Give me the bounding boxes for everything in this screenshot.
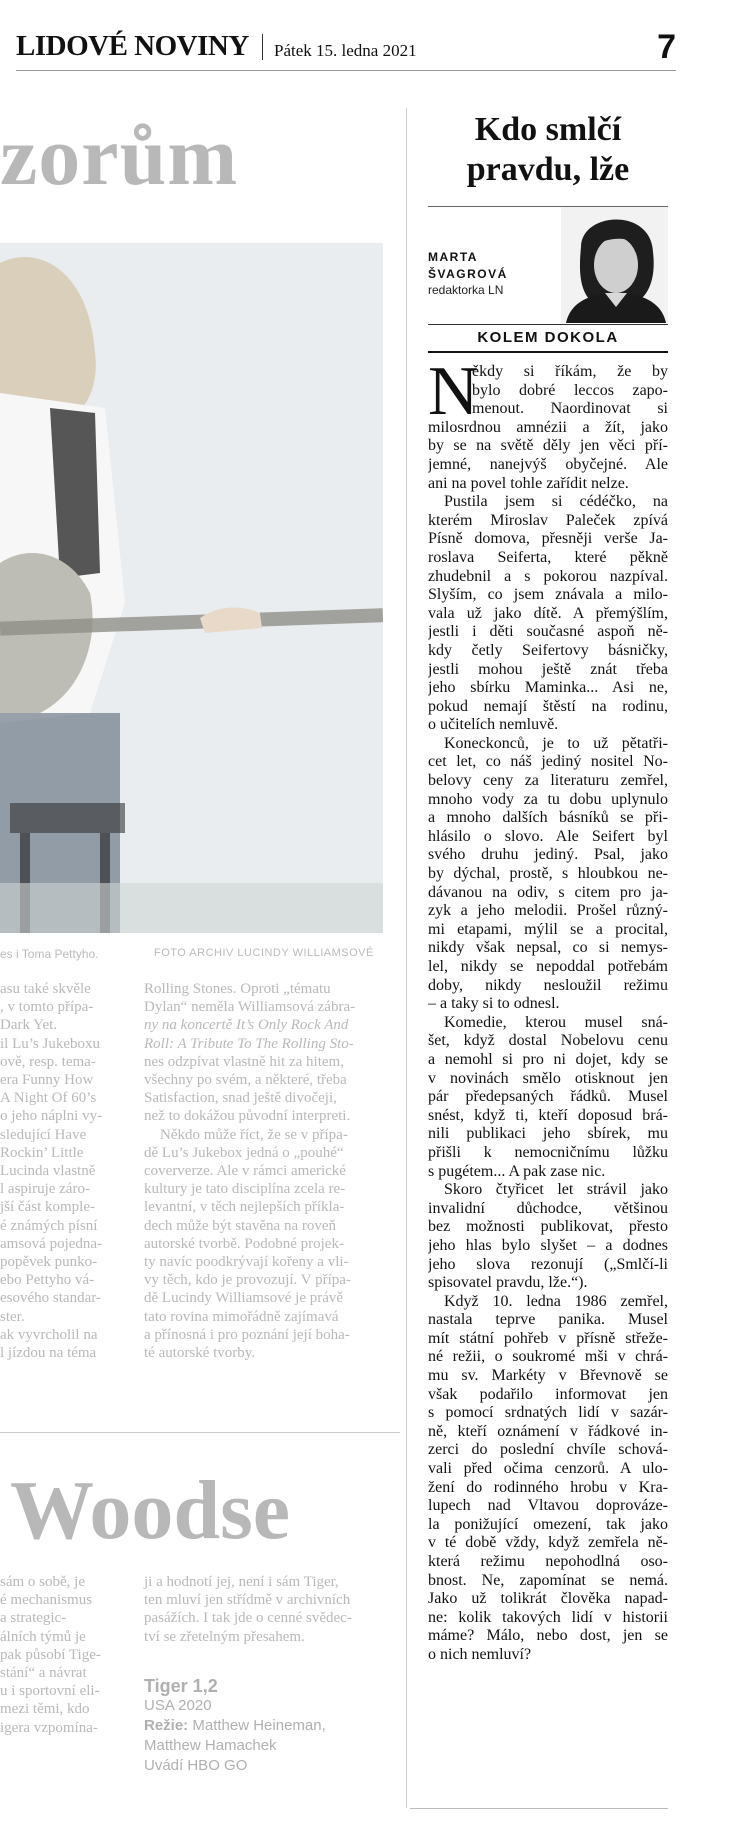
author-role: redaktorka LN xyxy=(428,283,504,297)
faded-line: sledující Have xyxy=(0,1126,87,1143)
article-line: s pomocí srdnatých lidí v sazár- xyxy=(428,1404,668,1422)
article-line: máme? Málo, nebo dost, jen se xyxy=(428,1627,668,1645)
article-line: Písně domova, přesněji verše Ja- xyxy=(428,530,668,548)
article-line: doby, nikdy nesloužil režimu xyxy=(428,976,668,994)
faded-line: il Lu’s Jukeboxu xyxy=(0,1035,100,1052)
author-name xyxy=(428,249,508,283)
article-line: jeho slova rezonují („Smlčí-li xyxy=(428,1255,668,1273)
article-line: v té době vždy, když zemřela ně- xyxy=(428,1534,668,1552)
article-line: menout. Naordinovat si xyxy=(472,400,668,418)
faded-line: než to dokážou původní interpreti. xyxy=(144,1108,351,1125)
article-lines xyxy=(428,419,668,1665)
faded-line: pasážích. I tak jde o cenné svědec- xyxy=(144,1610,352,1627)
faded-line: ster. xyxy=(0,1308,25,1325)
film-title: Tiger 1,2 xyxy=(144,1676,218,1696)
article-line: zhudebnil a s pokorou nazpíval. xyxy=(428,567,668,585)
article-line: mít státní pohřeb v přísně střeže- xyxy=(428,1329,668,1347)
article-line: snést, když ti, kteří doposud brá- xyxy=(428,1106,668,1124)
article-line: žení do rodinného hrobu v Kra- xyxy=(428,1478,668,1496)
masthead xyxy=(16,30,676,71)
faded-line: mezi těmi, kdo xyxy=(0,1701,90,1718)
faded-line: Roll: A Tribute To The Rolling Sto- xyxy=(144,1035,354,1052)
paper-name: LIDOVÉ NOVINY xyxy=(16,30,249,62)
faded-line: dě Lu’s Jukebox jedná o „pouhé“ xyxy=(144,1144,344,1161)
article-line: bnost. Ne, zapomínat se nemá. xyxy=(428,1571,668,1589)
article-line: kdy četly Seifertovy básničky, xyxy=(428,641,668,659)
article-line: o nich nemluví? xyxy=(428,1645,532,1663)
article-title xyxy=(428,110,668,190)
headline-top: zorům xyxy=(0,110,239,203)
faded-line: popěvek punko- xyxy=(0,1254,98,1271)
dropcap: N xyxy=(428,353,479,430)
faded-line: asu také skvěle xyxy=(0,981,91,997)
article-line: bez možnosti publikovat, přesto xyxy=(428,1218,668,1236)
author-box xyxy=(428,206,668,324)
article-line: ne: kolik takových lidí v historii xyxy=(428,1608,668,1626)
article-line: zerci do poslední chvíle schová- xyxy=(428,1441,668,1459)
article-photo xyxy=(0,243,383,933)
faded-line: era Funny How xyxy=(0,1072,94,1089)
faded-column-2 xyxy=(144,980,396,1362)
article-line: jestli mohou ještě znát třeba xyxy=(428,660,668,678)
faded-line: esového standar- xyxy=(0,1290,101,1307)
faded-line: Někdo může říct, že se v přípa- xyxy=(160,1126,348,1143)
photo-caption: es i Toma Pettyho. xyxy=(0,947,99,961)
film-origin: USA 2020 xyxy=(144,1697,212,1714)
guitarist-photo-icon xyxy=(0,243,383,933)
faded-line: té autorské tvorby. xyxy=(144,1345,256,1362)
faded-line: Rolling Stones. Oproti „tématu xyxy=(144,981,331,997)
column-label: KOLEM DOKOLA xyxy=(428,324,668,353)
article-line: lel, nikdy se nepoddal potřebám xyxy=(428,958,668,975)
faded-column-3 xyxy=(0,1573,122,1737)
faded-line: , v tomto přípa- xyxy=(0,999,94,1016)
faded-line: l aspiruje záro- xyxy=(0,1181,90,1198)
faded-line: ten mluví jen střídmě v archivních xyxy=(144,1592,351,1609)
faded-line: a přínosná i pro poznání její boha- xyxy=(144,1326,350,1343)
faded-line: levantní, v těch nejlepších příkla- xyxy=(144,1199,345,1216)
faded-line: dě Lucindy Williamsové je právě xyxy=(144,1290,344,1307)
author-first-name: MARTA xyxy=(428,250,478,264)
article-line: v novinách smělo otisknout jen xyxy=(428,1069,668,1087)
director-label: Režie: xyxy=(144,1717,189,1734)
article-line: Jako už tolikrát člověka napad- xyxy=(428,1590,668,1608)
article-line: a mnoho dalších básníků se při- xyxy=(428,809,668,827)
author-portrait-icon xyxy=(561,207,668,323)
article-line: ani na povel tohle zařídit nelze. xyxy=(428,474,629,492)
article-line: ěkdy si říkám, že by xyxy=(472,363,668,380)
article-line: s pugétem... A pak zase nic. xyxy=(428,1162,606,1180)
article-line: né režii, o soukromé mši v chrá- xyxy=(428,1348,668,1366)
article-line: a nemohl si pro ni dojet, kdy se xyxy=(428,1050,668,1068)
faded-line: ebo Pettyho vá- xyxy=(0,1272,95,1289)
article-line: milosrdnou amnézii a žít, jako xyxy=(428,418,668,436)
faded-line: pak působí Tige- xyxy=(0,1646,101,1663)
article-line: která režimu nepohodlná oso- xyxy=(428,1553,668,1570)
faded-line: Satisfaction, snad ještě divočeji, xyxy=(144,1090,337,1107)
article-line: dávanou na odiv, s citem pro ja- xyxy=(428,883,668,901)
article-line: mi etapami, mýlil se a procital, xyxy=(428,920,668,938)
film-distributor: Uvádí HBO GO xyxy=(144,1757,248,1774)
article-line: nili publikaci jeho sbírek, mu xyxy=(428,1125,668,1143)
article-line: invalidní důchodce, většinou xyxy=(428,1199,668,1217)
faded-line: l jízdou na téma xyxy=(0,1345,97,1362)
faded-line: nes odzpívat vlastně hit za hitem, xyxy=(144,1053,344,1070)
article-line: přišli k nemocničnímu lůžku xyxy=(428,1143,668,1161)
headline-bottom: Woodse xyxy=(10,1464,291,1557)
article-line: nikdy však nepsal, co si nemys- xyxy=(428,939,668,957)
article-line: by se na světě děly jen věci pří- xyxy=(428,437,668,455)
article-body xyxy=(428,353,668,1665)
film-director-2: Matthew Hamachek xyxy=(144,1737,277,1754)
issue-date: Pátek 15. ledna 2021 xyxy=(274,41,417,60)
article-line: jeho hlas bylo slyšet – a dodnes xyxy=(428,1236,668,1254)
article-line: však podařilo informovat jen xyxy=(428,1385,668,1403)
article-line: pokud nemají štěstí na rodinu, xyxy=(428,697,668,715)
faded-line: ny na koncertě It’s Only Rock And xyxy=(144,1017,349,1034)
article-line: vala už jako dítě. A přemýšlím, xyxy=(428,604,668,622)
faded-line: sám o sobě, je xyxy=(0,1574,85,1590)
faded-line: a strategic- xyxy=(0,1610,67,1627)
masthead-divider xyxy=(262,34,263,60)
author-last-name: ŠVAGROVÁ xyxy=(428,267,508,281)
article-line: – a taky si to odnesl. xyxy=(428,995,560,1013)
film-director xyxy=(144,1716,326,1736)
faded-line: vy těch, kdo je provozují. V přípa- xyxy=(144,1272,351,1289)
article-line: Koneckonců, je to už pětatři- xyxy=(444,734,668,752)
column-divider xyxy=(406,108,407,1808)
article-line: cet let, co náš jediný nositel No- xyxy=(428,753,668,771)
article-line: Komedie, kterou musel sná- xyxy=(444,1013,668,1031)
faded-line: tví se zřetelným přesahem. xyxy=(144,1628,305,1645)
page-number: 7 xyxy=(657,28,676,66)
article-line: zyk a jeho melodii. Prošel různý- xyxy=(428,902,668,920)
faded-line: jší část komple- xyxy=(0,1199,95,1216)
article-line: la ponižující omezení, tak jako xyxy=(428,1515,668,1533)
article-line: pár předepsaných řádků. Musel xyxy=(428,1088,668,1106)
author-portrait xyxy=(561,207,668,323)
article-line: Pustila jsem si cédéčko, na xyxy=(444,493,668,511)
faded-line: Rockin’ Little xyxy=(0,1144,84,1161)
photo-credit: FOTO ARCHIV LUCINDY WILLIAMSOVÉ xyxy=(154,947,374,959)
faded-line: é známých písní xyxy=(0,1217,98,1234)
faded-line: amsová pojedna- xyxy=(0,1235,103,1252)
faded-line: dech může být stavěna na roveň xyxy=(144,1217,337,1234)
faded-line: ty navíc poodkrývají kořeny a vli- xyxy=(144,1254,349,1271)
article-line: mu sv. Markéty v Břevnově se xyxy=(428,1367,668,1385)
article-line: spisovatel pravdu, lže.“). xyxy=(428,1274,588,1292)
bottom-rule xyxy=(410,1808,668,1809)
article-line: hlásilo o slovo. Ale Seifert byl xyxy=(428,827,668,845)
faded-column-1 xyxy=(0,980,122,1362)
film-credits xyxy=(144,1676,326,1776)
article-line: Skoro čtyřicet let strávil jako xyxy=(444,1181,668,1199)
article-line: Když 10. ledna 1986 zemřel, xyxy=(444,1292,668,1310)
article-line: jestli i děti současné aspoň ně- xyxy=(428,623,668,641)
faded-line: Dark Yet. xyxy=(0,1017,58,1034)
faded-line: álních týmů je xyxy=(0,1628,86,1645)
title-line: Kdo smlčí xyxy=(474,111,622,148)
faded-line: všechny po svém, a některé, třeba xyxy=(144,1072,347,1089)
article-line: kterém Miroslav Paleček zpívá xyxy=(428,511,668,529)
article-line: nastala teprve panika. Musel xyxy=(428,1311,668,1329)
article-line: o učitelích nemluvě. xyxy=(428,716,559,734)
section-divider xyxy=(0,1432,400,1433)
article-line: by dýchal, prostě, s hloubkou ne- xyxy=(428,865,668,883)
article-line: lupech nad Vltavou doprovázе- xyxy=(428,1497,668,1515)
article-line: šet, když dostal Nobelovu cenu xyxy=(428,1032,668,1050)
faded-line: stání“ a návrat xyxy=(0,1665,87,1682)
article-line: ně, kteří oznámení v řádkové in- xyxy=(428,1422,668,1440)
article-line: svého druhu jediný. Psal, jako xyxy=(428,846,668,864)
faded-line: ak vyvrcholil na xyxy=(0,1326,98,1343)
faded-column-4 xyxy=(144,1573,396,1646)
faded-line: autorské tvorbě. Podobné projek- xyxy=(144,1235,344,1252)
article-line: jemné, nanejvýš obyčejné. Ale xyxy=(428,455,668,473)
article-line: mnoho vody za tu dobu uplynulo xyxy=(428,790,668,808)
article-line: bylo dobré leccos zapo- xyxy=(472,381,668,399)
article-line: belovy ceny za literaturu zemřel, xyxy=(428,772,668,790)
article-line: Slyším, co jsem znávala a milo- xyxy=(428,586,668,604)
faded-line: ově, resp. tema- xyxy=(0,1053,96,1070)
faded-line: A Night Of 60’s xyxy=(0,1090,97,1107)
faded-line: Lucinda vlastně xyxy=(0,1163,96,1180)
director-name: Matthew Heineman, xyxy=(192,1717,326,1734)
article-line: roslava Seiferta, které pěkně xyxy=(428,548,668,566)
faded-line: Dylan“ neměla Williamsová zábra- xyxy=(144,999,356,1016)
faded-line: igera vzpomína- xyxy=(0,1719,98,1736)
title-line: pravdu, lže xyxy=(466,151,630,188)
faded-line: ji a hodnotí jej, není i sám Tiger, xyxy=(144,1574,339,1590)
faded-line: kultury je tato disciplína zcela re- xyxy=(144,1181,346,1198)
faded-line: o jeho náplni vy- xyxy=(0,1108,103,1125)
opinion-column xyxy=(428,108,668,1665)
faded-line: é mechanismus xyxy=(0,1592,93,1609)
faded-line: coververze. Ale v rámci americké xyxy=(144,1163,346,1180)
faded-line: u i sportovní eli- xyxy=(0,1683,100,1700)
article-line: jeho sbírku Maminka... Asi ne, xyxy=(428,679,668,697)
faded-line: tato rovina mimořádně zajímavá xyxy=(144,1308,339,1325)
article-line: vali před očima cenzorů. A ulo- xyxy=(428,1460,668,1478)
